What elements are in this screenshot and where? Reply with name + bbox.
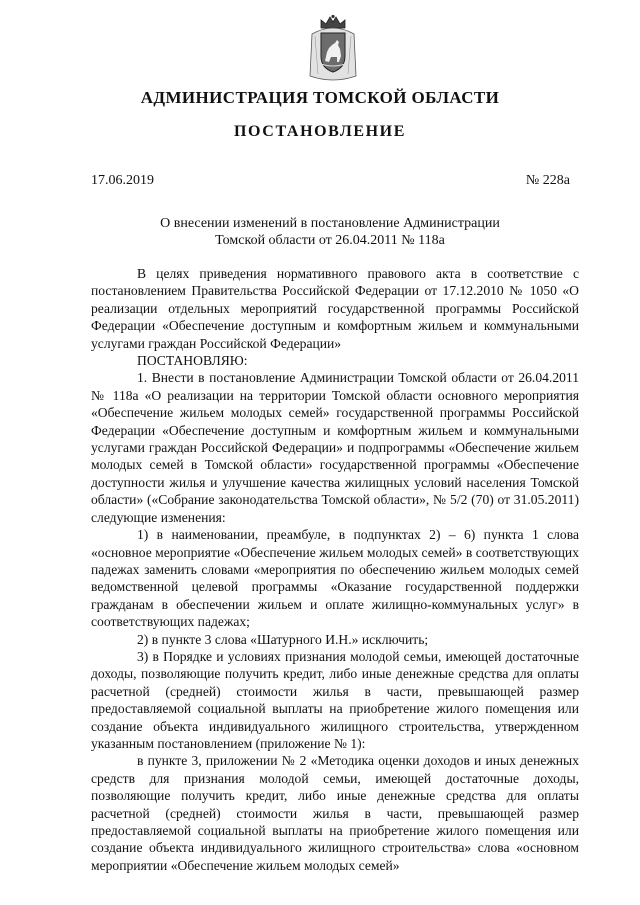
subitem-1-paragraph: 1) в наименовании, преамбуле, в подпунктах 2) – 6) пункта 1 слова «основное мероприятие «Обеспечение жильем молодых семей» в соответствующих падежах заменить словами «мероприятия по обеспечению жильем молодых семей ведомственной целевой программы «Оказание государственной поддержки гражданам в обеспечении жильем и оплате жилищно-коммунальных услуг» в соответствующих падежах;: [91, 527, 579, 630]
subitem-3-paragraph: 3) в Порядке и условиях признания молодой семьи, имеющей достаточные доходы, позволяющие получить кредит, либо иные денежные средства для оплаты расчетной (средней) стоимости жилья в части, превышающей размер предоставляемой социальной выплаты на приобретение жилого помещения или создание объекта индивидуального жилищного строительства, утвержденном указанным постановлением (приложение № 1):: [91, 648, 579, 751]
tomsk-oblast-coat-of-arms-icon: [306, 14, 360, 84]
document-body: [91, 265, 579, 874]
item-1-paragraph: 1. Внести в постановление Администрации Томской области от 26.04.2011 № 118а «О реализации на территории Томской области основного мероприятия «Обеспечение жильем молодых семей» государственной программы Российской Федерации «Обеспечение доступным и комфортным жильем и коммунальными услугами граждан Российской Федерации» и подпрограммы «Обеспечение жильем молодых семей в Томской области» государственной программы «Обеспечение доступности жилья и улучшение качества жилищных условий населения Томской области» («Собрание законодательства Томской области», № 5/2 (70) от 31.05.2011) следующие изменения:: [91, 370, 579, 525]
preamble-paragraph: В целях приведения нормативного правового акта в соответствие с постановлением Правительства Российской Федерации от 17.12.2010 № 1050 «О реализации отдельных мероприятий государственной программы Российской Федерации «Обеспечение доступным и комфортным жильем и коммунальными услугами граждан Российской Федерации»: [91, 266, 579, 351]
document-type: ПОСТАНОВЛЕНИЕ: [234, 123, 406, 140]
document-date: 17.06.2019: [91, 173, 154, 188]
decree-word: ПОСТАНОВЛЯЮ:: [137, 353, 248, 369]
document-number: № 228а: [525, 173, 570, 188]
subitem-2-paragraph: 2) в пункте 3 слова «Шатурного И.Н.» исключить;: [137, 631, 429, 647]
subitem-3a-paragraph: в пункте 3, приложении № 2 «Методика оценки доходов и иных денежных средств для признания молодой семьи, имеющей достаточные доходы, позволяющие получить кредит, либо иные денежные средства для оплаты расчетной (средней) стоимости жилья в части, превышающей размер предоставляемой социальной выплаты на приобретение жилого помещения или создание объекта индивидуального жилищного строительства» слова «основном мероприятии «Обеспечение жильем молодых семей»: [91, 753, 579, 873]
document-title: [140, 215, 520, 249]
organization-name: АДМИНИСТРАЦИЯ ТОМСКОЙ ОБЛАСТИ: [140, 88, 500, 107]
document-title-line-1: О внесении изменений в постановление Администрации: [160, 216, 500, 231]
document-title-line-2: Томской области от 26.04.2011 № 118а: [215, 233, 445, 248]
